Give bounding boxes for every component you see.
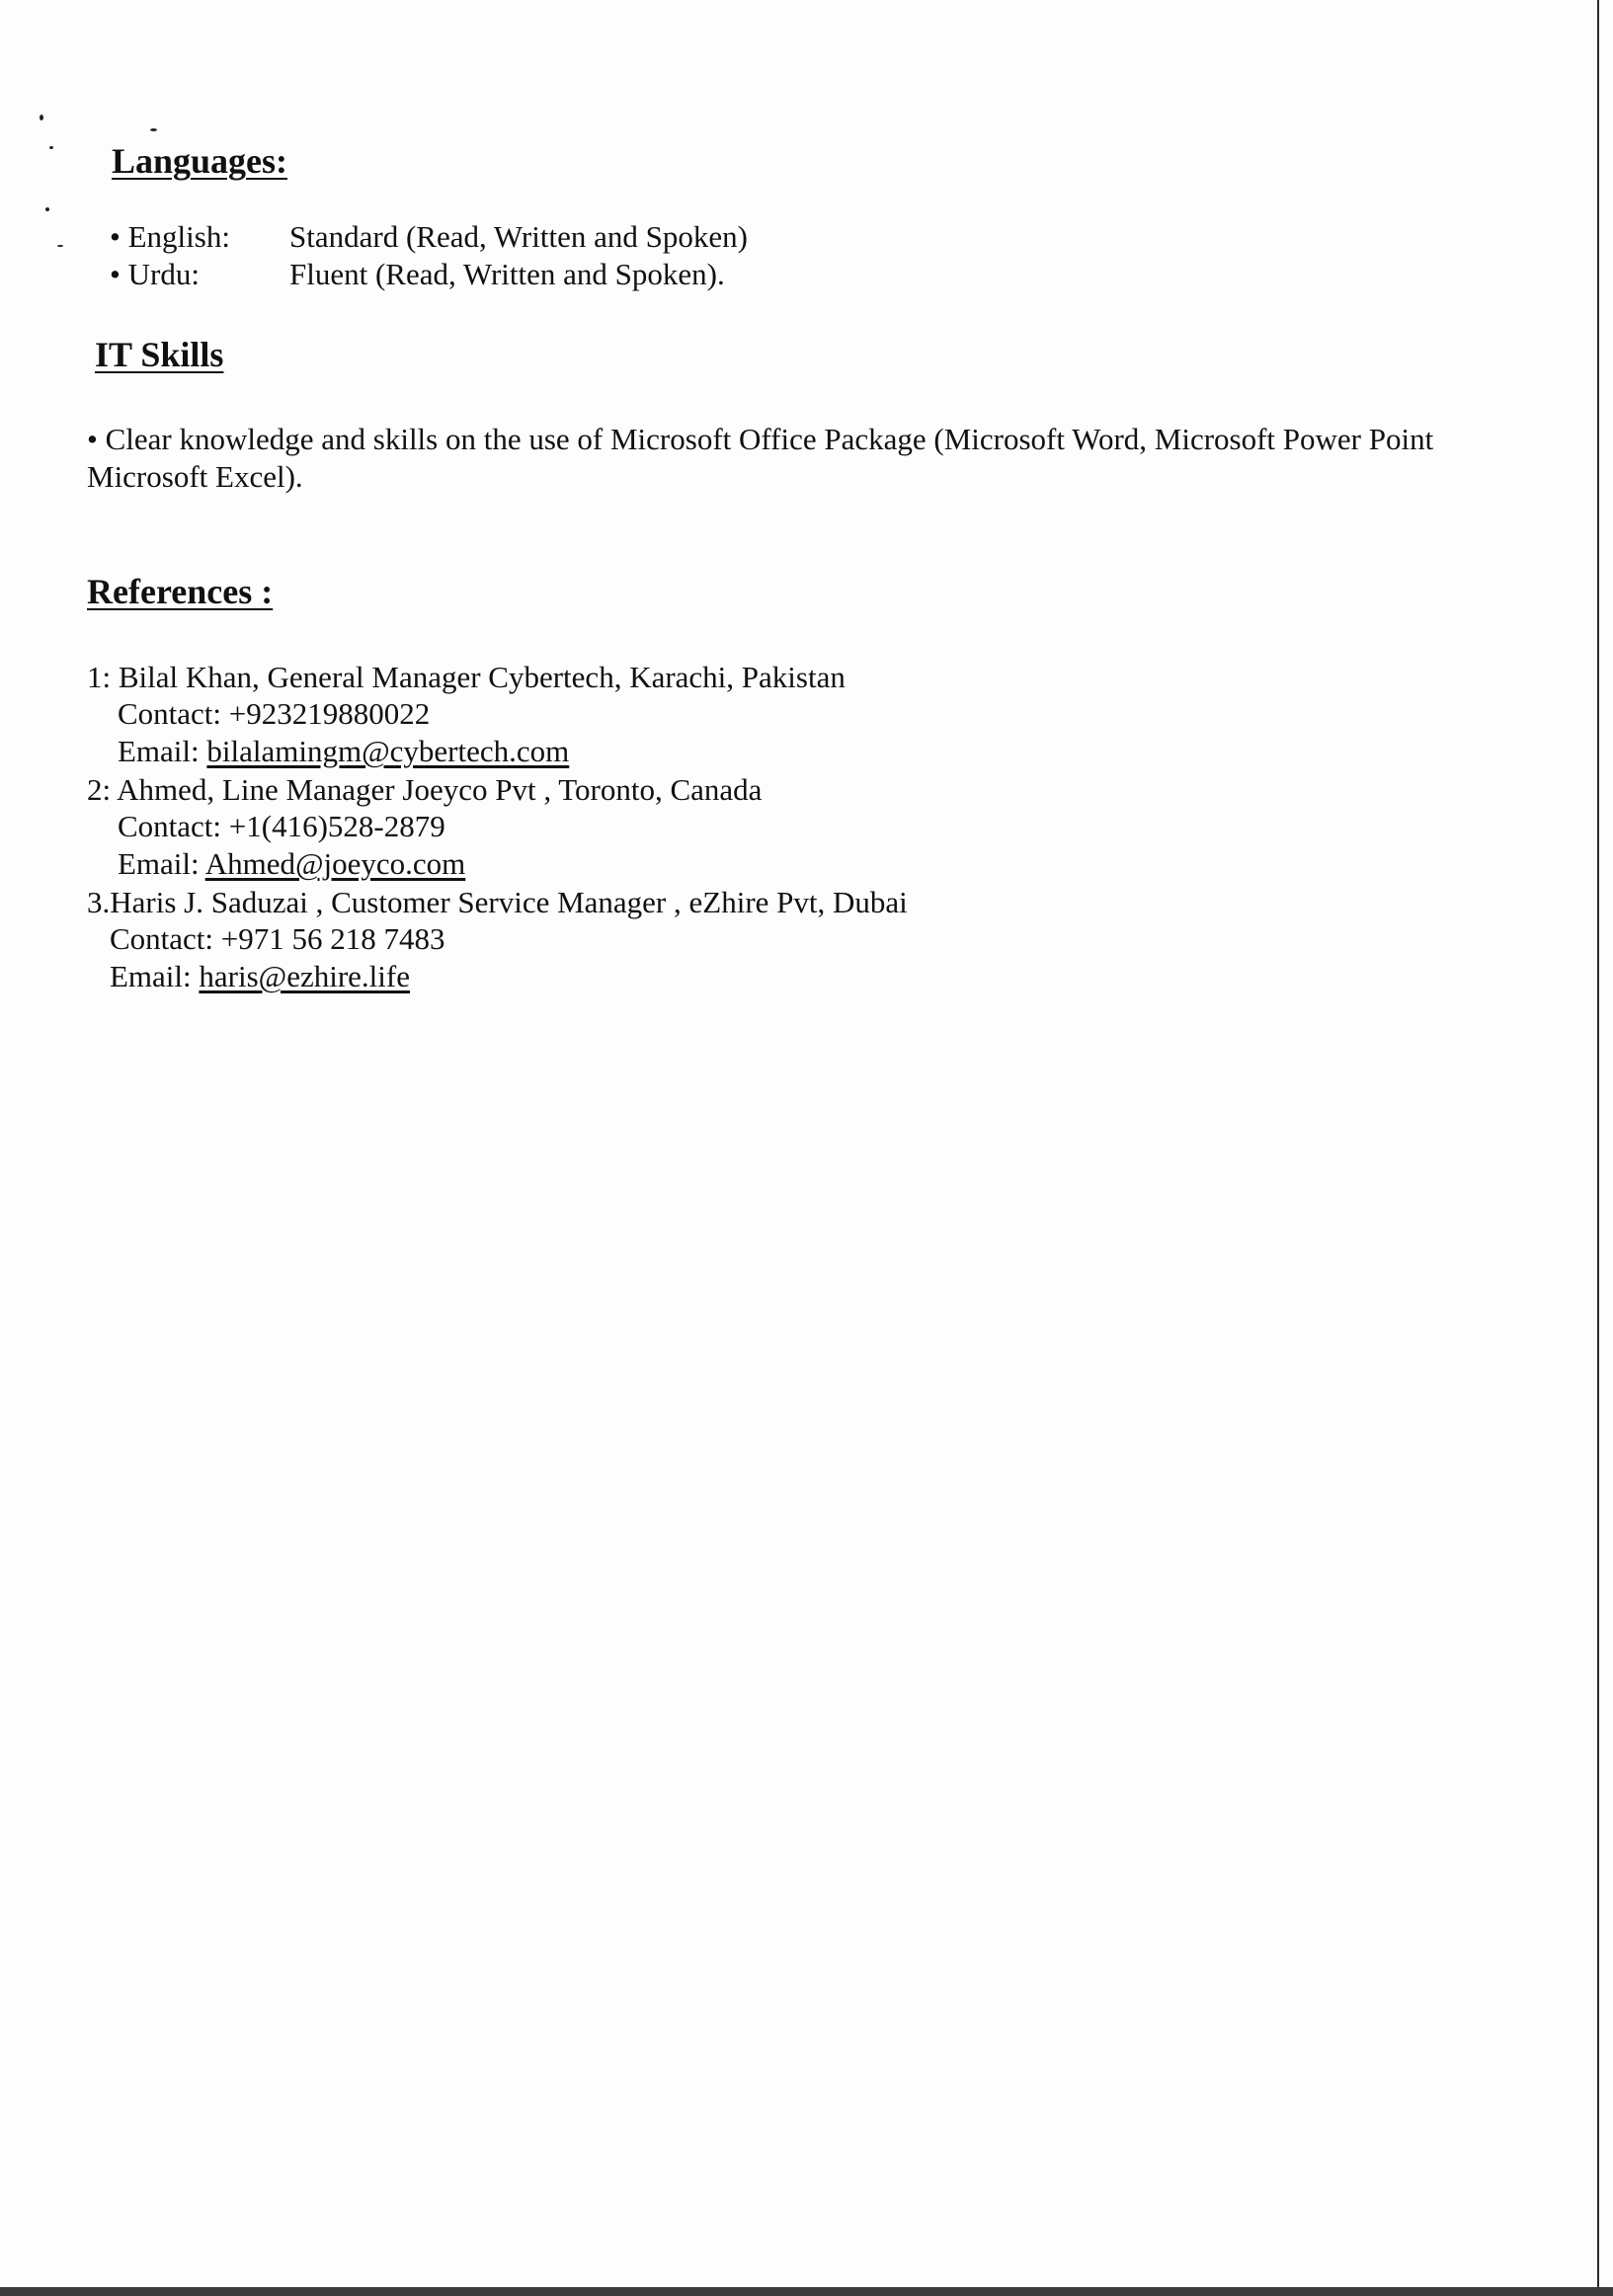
references-heading: References : — [87, 572, 274, 611]
email-label: Email: — [118, 734, 207, 768]
it-skills-line-1: • Clear knowledge and skills on the use of Microsoft Office Package (Microsoft Word, Microsoft Power Point — [87, 422, 1434, 456]
language-name-urdu: • Urdu: — [110, 257, 200, 291]
email-label: Email: — [118, 846, 205, 881]
scan-edge-right — [1597, 0, 1599, 2296]
scan-speck — [57, 245, 63, 247]
reference-1-contact — [118, 696, 430, 732]
email-link[interactable]: Ahmed@joeyco.com — [204, 846, 466, 881]
contact-number: +923219880022 — [228, 696, 431, 731]
language-name-english: • English: — [110, 219, 230, 254]
reference-2-contact — [118, 809, 445, 844]
contact-label: Contact: — [118, 809, 229, 843]
languages-heading: Languages: — [112, 141, 288, 181]
reference-3-name: 3.Haris J. Saduzai , Customer Service Manager , eZhire Pvt, Dubai — [87, 885, 908, 919]
contact-label: Contact: — [118, 696, 229, 731]
scan-speck — [49, 146, 53, 149]
scan-edge-bottom — [0, 2287, 1613, 2296]
reference-2-name: 2: Ahmed, Line Manager Joeyco Pvt , Toronto, Canada — [87, 772, 763, 807]
reference-3-contact — [110, 921, 445, 957]
reference-1-email — [118, 734, 569, 769]
scan-speck — [45, 207, 49, 211]
language-level-urdu: Fluent (Read, Written and Spoken). — [289, 257, 725, 291]
email-label: Email: — [110, 959, 200, 993]
scan-speck — [150, 128, 157, 131]
email-link[interactable]: haris@ezhire.life — [199, 959, 410, 993]
contact-label: Contact: — [110, 921, 221, 956]
reference-3-email — [110, 959, 410, 994]
email-link[interactable]: bilalamingm@cybertech.com — [206, 734, 570, 768]
contact-number: +971 56 218 7483 — [220, 921, 445, 956]
it-skills-line-2: Microsoft Excel). — [87, 459, 303, 494]
contact-number: +1(416)528-2879 — [228, 809, 445, 843]
it-skills-heading: IT Skills — [95, 335, 224, 374]
language-level-english: Standard (Read, Written and Spoken) — [289, 219, 748, 254]
reference-2-email — [118, 846, 465, 882]
reference-1-name: 1: Bilal Khan, General Manager Cybertech, Karachi, Pakistan — [87, 660, 846, 694]
scan-speck — [40, 115, 43, 120]
